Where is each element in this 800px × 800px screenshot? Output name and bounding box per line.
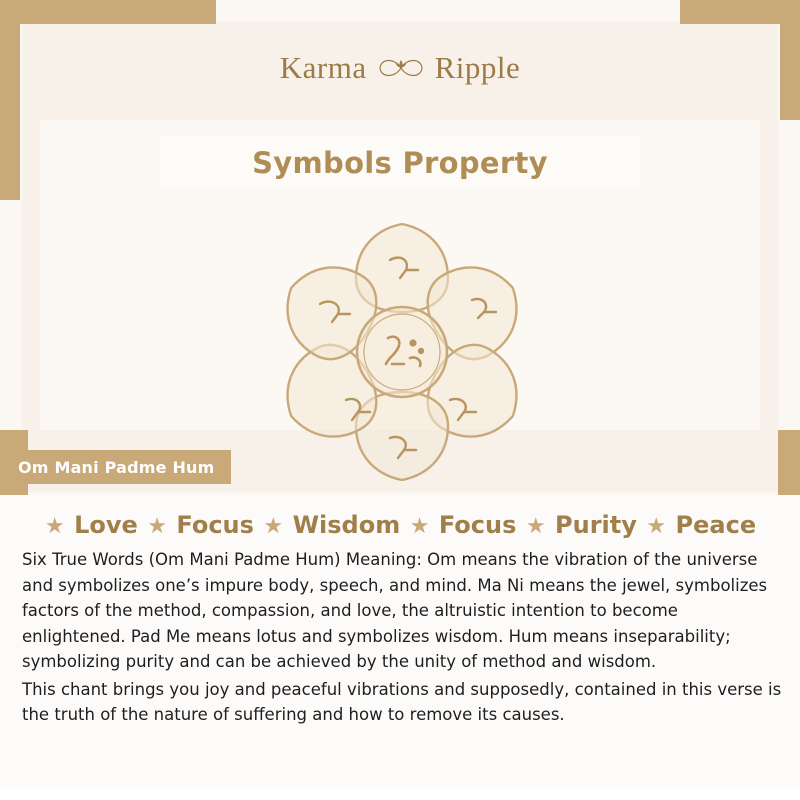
decorative-corner-top-left-vertical [0,0,20,200]
page-title-bar [160,136,640,190]
lotus-mandala-icon [250,212,555,492]
keyword-list [0,511,800,539]
star-icon: ★ [646,513,667,538]
brand-name-left: Karma [279,50,367,85]
decorative-bottom-strip [0,788,800,800]
description-section [0,495,800,788]
decorative-right-band [778,430,800,500]
body-paragraph-1: Six True Words (Om Mani Padme Hum) Meaning: Om means the vibration of the universe and symbolizes one’s impure body, speech, and mind. Ma Ni means the jewel, symbolizes factors of the method, compassion, and love, the altruistic intention to become enlightened. Pad Me means lotus and symbolizes wisdom. Hum means inseparability; symbolizing purity and can be achieved by the unity of method and wisdom. [22,550,768,671]
body-text [22,547,782,728]
keyword-focus-1: Focus [176,511,254,539]
star-icon: ★ [44,513,65,538]
brand-logo [0,50,800,86]
lotus-infinity-icon [377,53,425,83]
body-paragraph-2: This chant brings you joy and peaceful vibrations and supposedly, contained in this verse is the truth of the nature of suffering and how to remove its causes. [22,679,782,724]
keyword-love: Love [74,511,138,539]
star-icon: ★ [409,513,430,538]
star-icon: ★ [525,513,546,538]
keyword-purity: Purity [555,511,637,539]
keyword-peace: Peace [675,511,757,539]
brand-name-right: Ripple [434,50,521,85]
page-title: Symbols Property [252,146,548,180]
star-icon: ★ [147,513,167,538]
mantra-label-text: Om Mani Padme Hum [18,457,215,477]
mantra-label-tab [0,450,231,484]
keyword-focus-2: Focus [438,511,517,539]
star-icon: ★ [263,513,284,538]
decorative-corner-top-left-horizontal [0,0,216,24]
keyword-wisdom: Wisdom [292,511,401,539]
